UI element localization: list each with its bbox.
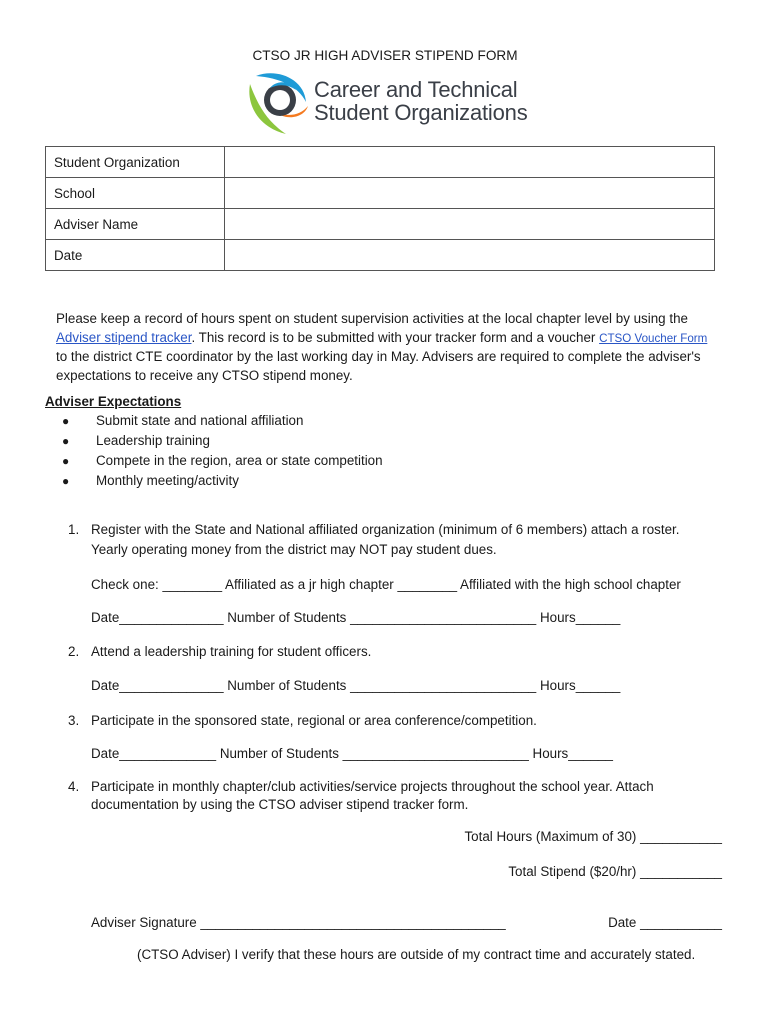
intro-paragraph [56,310,716,385]
step-3-fields[interactable]: Date_____________ Number of Students _________________________ Hours______ [91,746,613,761]
bullet-icon: ● [62,414,70,428]
step-1-text: Register with the State and National affiliated organization (minimum of 6 members) attach a roster. [91,522,680,537]
step-2-number: 2. [68,644,80,659]
bullet-icon: ● [62,434,70,448]
table-row [46,240,715,271]
list-item-text: Leadership training [96,433,210,448]
intro-text-1: Please keep a record of hours spent on student supervision activities at the local chapter level by using the [56,311,688,326]
form-title: CTSO JR HIGH ADVISER STIPEND FORM [252,48,518,63]
step-3-number: 3. [68,713,80,728]
step-2-text: Attend a leadership training for student officers. [91,644,372,659]
check-one-line[interactable]: Check one: ________ Affiliated as a jr high chapter ________ Affiliated with the high school chapter [91,577,681,592]
step-1-fields[interactable]: Date______________ Number of Students _________________________ Hours______ [91,610,621,625]
step-4-text: Participate in monthly chapter/club activities/service projects throughout the school year. Attach [91,779,654,794]
list-item-text: Submit state and national affiliation [96,413,304,428]
bullet-icon: ● [62,474,70,488]
school-field[interactable] [225,178,715,209]
total-stipend-field[interactable]: Total Stipend ($20/hr) ___________ [508,864,722,879]
list-item-text: Compete in the region, area or state competition [96,453,383,468]
list-item [62,411,383,431]
adviser-stipend-tracker-link[interactable]: Adviser stipend tracker [56,329,192,345]
list-item [62,431,383,451]
logo-text [314,78,528,124]
step-2-fields[interactable]: Date______________ Number of Students _________________________ Hours______ [91,678,621,693]
adviser-name-label: Adviser Name [46,209,225,240]
step-1-text-2: Yearly operating money from the district may NOT pay student dues. [91,542,497,557]
list-item-text: Monthly meeting/activity [96,473,239,488]
step-4-number: 4. [68,779,80,794]
school-label: School [46,178,225,209]
verification-statement: (CTSO Adviser) I verify that these hours are outside of my contract time and accurately stated. [137,947,696,962]
info-table [45,146,715,271]
expectations-list [62,411,383,491]
list-item [62,451,383,471]
date-label: Date [46,240,225,271]
student-organization-field[interactable] [225,147,715,178]
signature-date-field[interactable]: Date ___________ [608,915,722,930]
step-4-text-2: documentation by using the CTSO adviser stipend tracker form. [91,797,469,812]
table-row [46,147,715,178]
student-organization-label: Student Organization [46,147,225,178]
table-row [46,209,715,240]
step-3-text: Participate in the sponsored state, regional or area conference/competition. [91,713,537,728]
adviser-name-field[interactable] [225,209,715,240]
ctso-voucher-form-link[interactable]: CTSO Voucher Form [599,331,708,345]
intro-text-3: to the district CTE coordinator by the last working day in May. Advisers are required to complete the adviser's expectations to receive any CTSO stipend money. [56,349,701,383]
intro-text-2: . This record is to be submitted with your tracker form and a voucher [191,329,600,345]
logo-line-1: Career and Technical [314,77,518,102]
table-row [46,178,715,209]
date-field[interactable] [225,240,715,271]
bullet-icon: ● [62,454,70,468]
ctso-swirl-icon [246,70,310,136]
list-item [62,471,383,491]
adviser-expectations-heading: Adviser Expectations [45,394,182,409]
ctso-logo [246,70,546,138]
logo-line-2: Student Organizations [314,100,528,125]
step-1-number: 1. [68,522,80,537]
total-hours-field[interactable]: Total Hours (Maximum of 30) ___________ [464,829,722,844]
adviser-signature-field[interactable]: Adviser Signature _________________________________________ [91,915,506,930]
